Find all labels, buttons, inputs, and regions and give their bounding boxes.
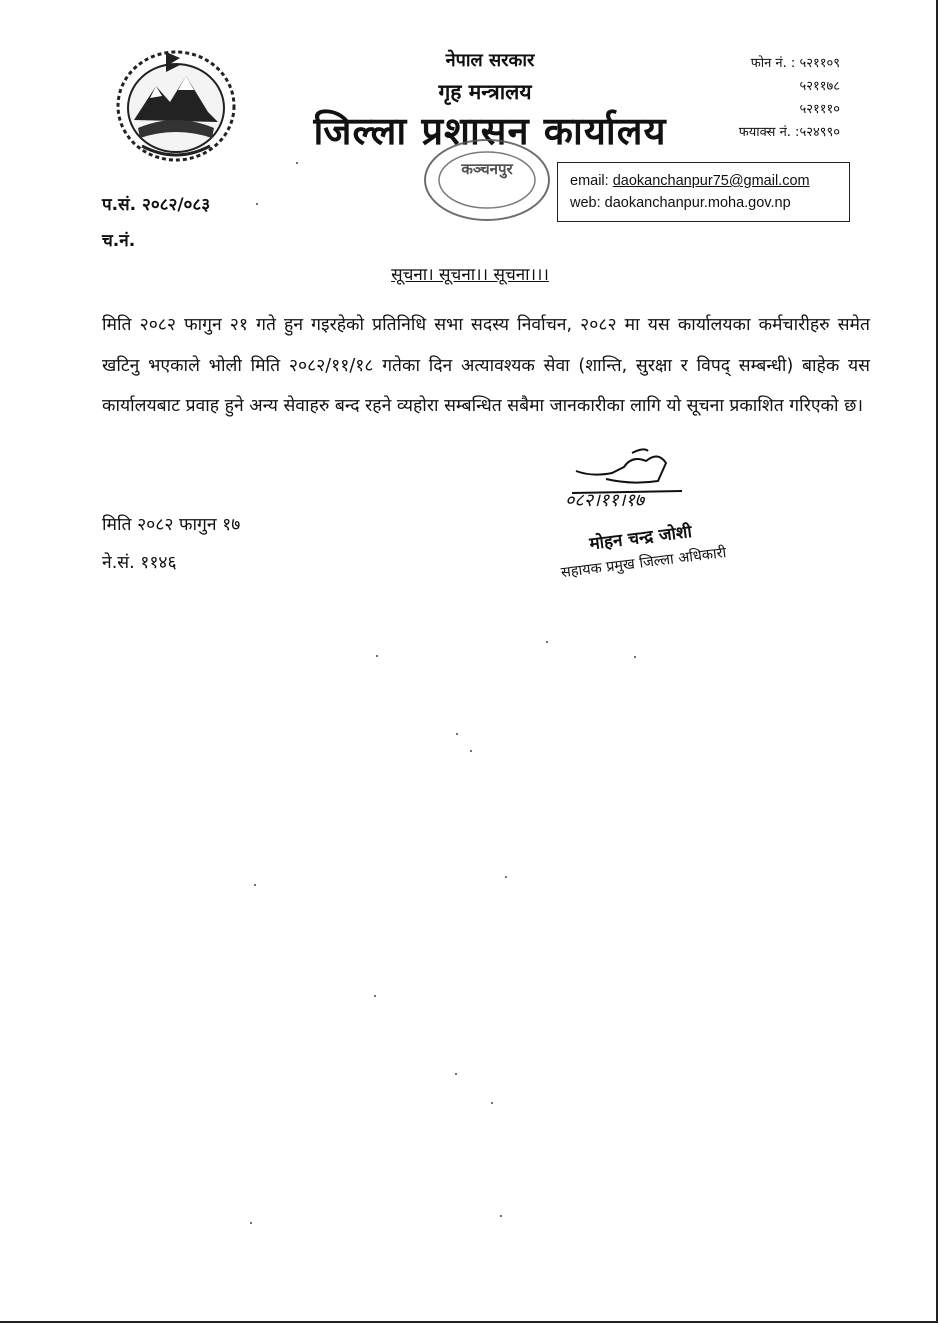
scan-speck xyxy=(376,655,378,657)
email-line xyxy=(570,170,837,192)
office-title: जिल्ला प्रशासन कार्यालय xyxy=(313,109,667,153)
phone-label: फोन नं. : xyxy=(750,56,796,71)
scan-speck xyxy=(254,884,256,886)
signatory-title: सहायक प्रमुख जिल्ला अधिकारी xyxy=(560,545,728,582)
signatory-name: मोहन चन्द्र जोशी xyxy=(588,522,693,555)
scan-speck xyxy=(296,162,298,164)
letter-date: मिति २०८२ फागुन १७ xyxy=(102,515,241,535)
scan-speck xyxy=(470,750,472,752)
reference-number: प.सं. २०८२/०८३ xyxy=(102,195,211,215)
email-label: email: xyxy=(570,173,609,189)
dispatch-number: च.नं. xyxy=(102,231,136,251)
scan-speck xyxy=(455,1073,457,1075)
phone-value: ५२११७८ xyxy=(799,79,840,94)
scan-speck xyxy=(374,995,376,997)
scan-speck xyxy=(456,733,458,735)
scan-speck xyxy=(250,1222,252,1224)
fax-label: फयाक्स नं. : xyxy=(738,125,800,140)
scan-speck xyxy=(500,1215,502,1217)
contact-box xyxy=(557,162,850,222)
signature-icon xyxy=(562,447,712,525)
signature-date: ०८२।११।१७ xyxy=(565,490,645,511)
phone-list xyxy=(690,52,840,144)
web-line xyxy=(570,192,837,214)
phone-value: ५२११०९ xyxy=(799,56,840,71)
email-link[interactable]: daokanchanpur75@gmail.com xyxy=(612,173,810,189)
phone-row xyxy=(690,98,840,121)
nepal-emblem-icon xyxy=(112,42,240,166)
fax-value: ५२४९९० xyxy=(799,125,840,140)
nepal-sambat-date: ने.सं. ११४६ xyxy=(102,553,177,573)
scan-speck xyxy=(634,656,636,658)
notice-title xyxy=(300,262,640,285)
stamp-text: कञ्चनपुर xyxy=(461,160,513,178)
notice-body: मिति २०८२ फागुन २१ गते हुन गइरहेको प्रतिनिधि सभा सदस्य निर्वाचन, २०८२ मा यस कार्यालयका कर्मचारीहरु समेत खटिनु भएकाले भोली मिति २०८२/११/१८ गतेका दिन अत्यावश्यक सेवा (शान्ति, सुरक्षा र विपद् सम्बन्धी) बाहेक यस कार्यालयबाट प्रवाह हुने अन्य सेवाहरु बन्द रहने व्यहोरा सम्बन्धित सबैमा जानकारीका लागि यो सूचना प्रकाशित गरिएको छ। xyxy=(102,315,870,416)
web-link[interactable]: daokanchanpur.moha.gov.np xyxy=(604,195,791,211)
signatory-block xyxy=(520,511,767,610)
government-heading: नेपाल सरकार xyxy=(445,50,535,71)
scan-speck xyxy=(546,641,548,643)
notice-title-text: सूचना। सूचना।। सूचना।।। xyxy=(391,265,549,285)
web-label: web: xyxy=(570,195,601,211)
scan-speck xyxy=(256,203,258,205)
phone-value: ५२१११० xyxy=(799,102,840,117)
office-stamp-icon xyxy=(412,128,562,226)
phone-row xyxy=(690,75,840,98)
ministry-heading: गृह मन्त्रालय xyxy=(438,80,532,104)
scan-speck xyxy=(505,876,507,878)
phone-row xyxy=(690,52,840,75)
scan-speck xyxy=(491,1102,493,1104)
fax-row xyxy=(690,121,840,144)
